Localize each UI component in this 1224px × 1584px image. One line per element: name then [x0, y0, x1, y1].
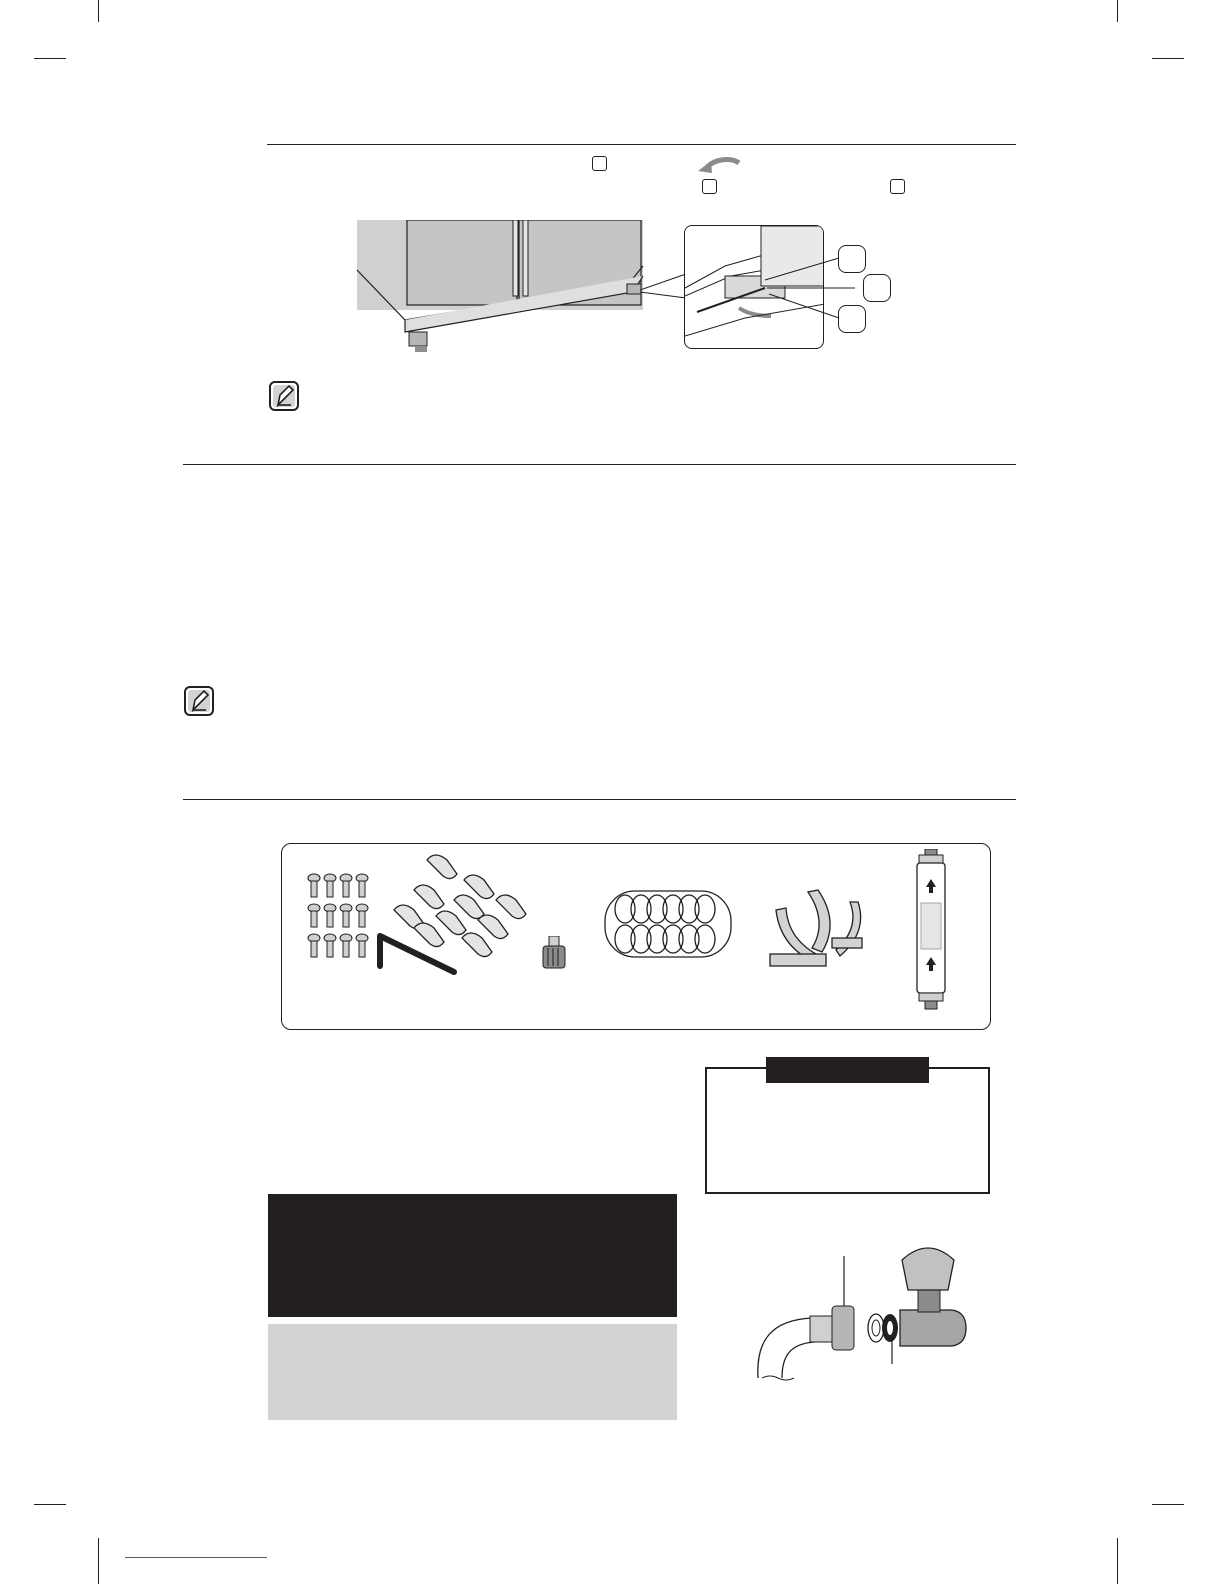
- crop-mark: [34, 58, 66, 59]
- curved-arrow-icon: [695, 157, 743, 179]
- hose-rings-illustration: [603, 889, 733, 959]
- callout-circle-2: [863, 274, 891, 302]
- warning-block: [268, 1194, 677, 1317]
- step-marker-c: [890, 179, 905, 194]
- caution-box: [705, 1067, 990, 1194]
- crop-mark: [1152, 1504, 1184, 1505]
- section-divider: [183, 799, 1016, 800]
- crop-mark: [1152, 58, 1184, 59]
- section-divider: [267, 144, 1016, 145]
- water-filter-cartridge-illustration: [913, 849, 949, 1011]
- crop-mark: [98, 1538, 99, 1584]
- crop-mark: [34, 1504, 66, 1505]
- step-marker-a: [592, 156, 607, 171]
- step-marker-b: [702, 179, 717, 194]
- water-tap-hose-illustration: [752, 1232, 974, 1384]
- section-divider: [183, 464, 1016, 465]
- filter-holders-illustration: [766, 882, 868, 978]
- refrigerator-bottom-illustration: [355, 220, 655, 355]
- caution-tab: [766, 1057, 929, 1083]
- screws-illustration: [305, 872, 375, 964]
- callout-lines: [640, 270, 690, 300]
- crop-mark: [1117, 1538, 1118, 1584]
- footer-link-underline: [125, 1557, 267, 1558]
- crop-mark: [1117, 0, 1118, 22]
- info-block: [268, 1324, 677, 1420]
- clamps-illustration: [372, 848, 537, 980]
- water-valve-nut-illustration: [541, 936, 567, 970]
- note-pencil-icon: [184, 686, 214, 716]
- note-pencil-icon: [269, 381, 299, 411]
- callout-circle-1: [838, 245, 866, 273]
- callout-circle-3: [838, 305, 866, 333]
- crop-mark: [98, 0, 99, 22]
